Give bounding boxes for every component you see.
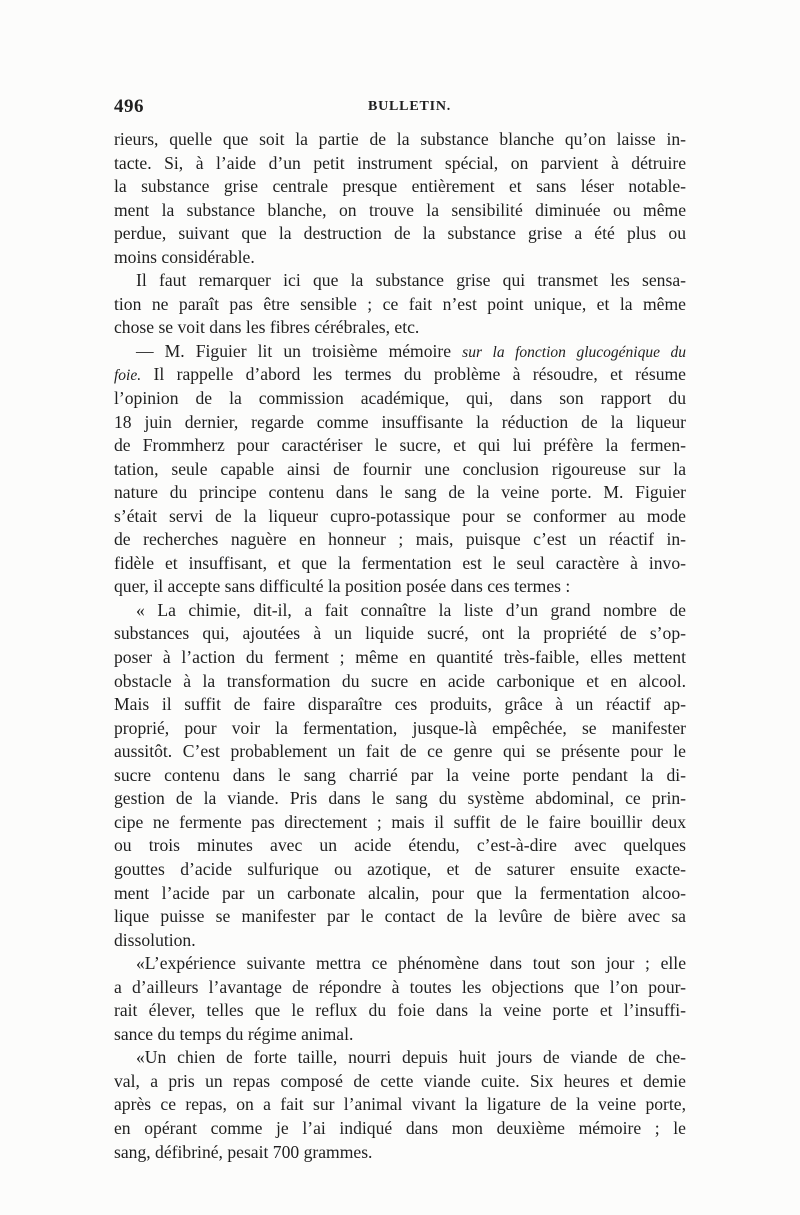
text-line: quer, il accepte sans difficulté la position posée dans ces termes : bbox=[114, 576, 571, 597]
text-line: tacte. Si, à l’aide d’un petit instrument spécial, on parvient à détruire bbox=[114, 152, 686, 173]
text-line: «Un chien de forte taille, nourri depuis huit jours de viande de che- bbox=[136, 1047, 686, 1068]
text-line: perdue, suivant que la destruction de la substance grise a été plus ou bbox=[114, 223, 686, 244]
text-line: la substance grise centrale presque entièrement et sans léser notable- bbox=[114, 176, 686, 197]
text-line: rieurs, quelle que soit la partie de la substance blanche qu’on laisse in- bbox=[114, 129, 686, 149]
text-line: fidèle et insuffisant, et que la fermentation est le seul caractère à invo- bbox=[114, 552, 686, 573]
text-line: cipe ne fermente pas directement ; mais il suffit de le faire bouillir deux bbox=[114, 811, 686, 832]
text-line: ment l’acide par un carbonate alcalin, pour que la fermentation alcoo- bbox=[114, 882, 686, 903]
text-line: sang, défibriné, pesait 700 grammes. bbox=[114, 1141, 373, 1162]
text-line: gestion de la viande. Pris dans le sang du système abdominal, ce prin- bbox=[114, 788, 686, 809]
text-line: «L’expérience suivante mettra ce phénomène dans tout son jour ; elle bbox=[136, 953, 686, 974]
text-line: s’était servi de la liqueur cupro-potassique pour se conformer au mode bbox=[114, 505, 686, 526]
text-line: poser à l’action du ferment ; même en quantité très-faible, elles mettent bbox=[114, 647, 686, 668]
text-line: dissolution. bbox=[114, 929, 196, 950]
page-number: 496 bbox=[114, 96, 144, 117]
text-line: Il faut remarquer ici que la substance grise qui transmet les sensa- bbox=[136, 270, 686, 291]
body-text bbox=[114, 128, 686, 1164]
text-line: 18 juin dernier, regarde comme insuffisante la réduction de la liqueur bbox=[114, 411, 686, 432]
text-line: chose se voit dans les fibres cérébrales, etc. bbox=[114, 317, 420, 338]
text-line: de Frommherz pour caractériser le sucre, et qui lui préfère la fermen- bbox=[114, 435, 686, 456]
text-line: rait élever, telles que le reflux du foie dans la veine porte et l’insuffi- bbox=[114, 1000, 686, 1021]
text-line: nature du principe contenu dans le sang de la veine porte. M. Figuier bbox=[114, 482, 686, 503]
text-line: lique puisse se manifester par le contact de la levûre de bière avec sa bbox=[114, 906, 686, 927]
text-line: de recherches naguère en honneur ; mais, puisque c’est un réactif in- bbox=[114, 529, 686, 550]
text-line: ou trois minutes avec un acide étendu, c’est-à-dire avec quelques bbox=[114, 835, 686, 856]
text-line: aussitôt. C’est probablement un fait de ce genre qui se présente pour le bbox=[114, 741, 686, 762]
text-line: tation, seule capable ainsi de fournir une conclusion rigoureuse sur la bbox=[114, 458, 686, 479]
text-line: gouttes d’acide sulfurique ou azotique, et de saturer ensuite exacte- bbox=[114, 858, 686, 879]
text-line: après ce repas, on a fait sur l’animal vivant la ligature de la veine porte, bbox=[114, 1094, 686, 1115]
running-title: BULLETIN. bbox=[368, 99, 452, 114]
text-line: en opérant comme je l’ai indiqué dans mon deuxième mémoire ; le bbox=[114, 1117, 686, 1138]
text-line: a d’ailleurs l’avantage de répondre à toutes les objections que l’on pour- bbox=[114, 976, 686, 997]
text-line: sucre contenu dans le sang charrié par la veine porte pendant la di- bbox=[114, 764, 686, 785]
text-line: foie. Il rappelle d’abord les termes du problème à résoudre, et résume bbox=[114, 364, 686, 385]
text-line: sance du temps du régime animal. bbox=[114, 1023, 354, 1044]
text-line: tion ne paraît pas être sensible ; ce fait n’est point unique, et la même bbox=[114, 293, 686, 314]
text-line: moins considérable. bbox=[114, 246, 255, 267]
text-line: substances qui, ajoutées à un liquide sucré, ont la propriété de s’op- bbox=[114, 623, 686, 644]
text-line: « La chimie, dit-il, a fait connaître la liste d’un grand nombre de bbox=[136, 599, 686, 620]
text-line: proprié, pour voir la fermentation, jusque-là empêchée, se manifester bbox=[114, 717, 686, 738]
text-line: Mais il suffit de faire disparaître ces produits, grâce à un réactif ap- bbox=[114, 694, 686, 715]
text-line: val, a pris un repas composé de cette viande cuite. Six heures et demie bbox=[114, 1070, 686, 1091]
text-line: l’opinion de la commission académique, qui, dans son rapport du bbox=[114, 388, 686, 409]
text-line: — M. Figuier lit un troisième mémoire sur la fonction glucogénique du bbox=[136, 340, 686, 361]
text-line: obstacle à la transformation du sucre en acide carbonique et en alcool. bbox=[114, 670, 686, 691]
text-line: ment la substance blanche, on trouve la sensibilité diminuée ou même bbox=[114, 199, 686, 220]
running-head bbox=[114, 96, 686, 120]
